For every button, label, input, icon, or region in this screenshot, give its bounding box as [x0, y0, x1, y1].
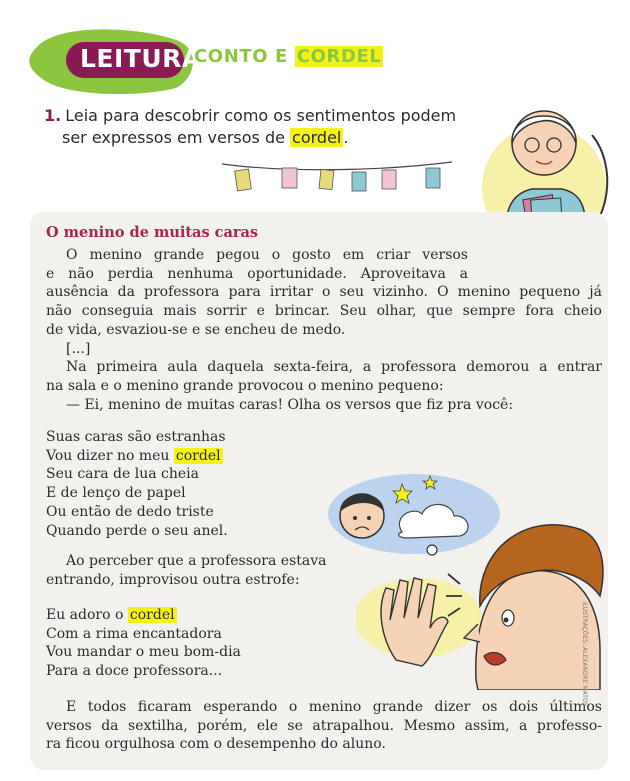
instruction-line-1: Leia para descobrir como os sentimentos podem — [65, 106, 457, 125]
story-title: O menino de muitas caras — [46, 224, 259, 241]
big-boy-illustration — [356, 510, 606, 690]
story-paragraph-1-bottom: ausência da professora para irritar o seu vizinho. O menino pequeno já não conseguia mais sorrir e brincar. Seu olhar, que sempre fora cheio de vida, esvaziou-se e se encheu de medo. [...] Na primeira aula daquela sexta-feira, a professora demorou a entrar na sala e o menino grande provocou o menino pequeno: — Ei, menino de muitas caras! Olha os versos que fiz pra você: — [46, 284, 602, 413]
subtitle-prefix: CONTO E — [194, 46, 288, 67]
instruction-line-2: ser expressos em versos de — [62, 128, 285, 147]
story-ellipsis: [...] — [66, 340, 91, 357]
verse-stanza-1: Suas caras são estranhas Vou dizer no meu cordel Seu cara de lua cheia E de lenço de papel Ou então de dedo triste Quando perde o seu anel. — [46, 429, 228, 539]
verse-stanza-2: Eu adoro o cordel Com a rima encantadora Vou mandar o meu bom-dia Para a doce professora... — [46, 607, 241, 680]
instruction-highlight: cordel — [292, 128, 342, 147]
story-paragraph-1-top: O menino grande pegou o gosto em criar versos e não perdia nenhuma oportunidade. Aproveitava a — [46, 247, 468, 282]
activity-instruction: 1. Leia para descobrir como os sentimentos podem ser expressos em versos de cordel . — [44, 106, 457, 147]
clothesline-illustration — [222, 150, 452, 200]
verse-highlight: cordel — [175, 447, 221, 464]
section-subtitle — [194, 46, 383, 67]
section-label: LEITURA — [80, 44, 202, 73]
illustration-credit: ILUSTRAÇÕES: ALEXANDRE MATOS — [581, 602, 588, 707]
story-dialogue: — Ei, menino de muitas caras! Olha os versos que fiz pra você: — [66, 396, 514, 413]
story-paragraph-3: Ao perceber que a professora estava entrando, improvisou outra estrofe: — [46, 553, 327, 588]
story-paragraph-4: E todos ficaram esperando o menino grande dizer os dois últimos versos da sextilha, porém, ele se atrapalhou. Mesmo assim, a professo- ra ficou orgulhosa com o desempenho do aluno. — [46, 699, 602, 753]
verse-highlight: cordel — [129, 607, 175, 623]
subtitle-highlight: CORDEL — [296, 46, 382, 67]
activity-number: 1. — [44, 106, 62, 125]
